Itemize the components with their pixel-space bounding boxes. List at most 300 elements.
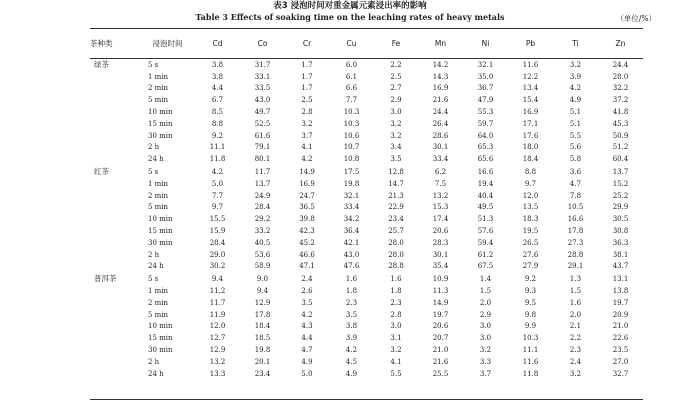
value-cell: 25.2 — [612, 191, 629, 200]
value-cell: 29.9 — [612, 203, 629, 212]
value-cell: 17.6 — [522, 131, 539, 140]
value-cell: 13.3 — [209, 369, 226, 378]
value-cell: 59.7 — [477, 119, 494, 128]
value-cell: 28.8 — [388, 262, 404, 271]
tea-type-cell — [90, 142, 140, 154]
value-cell: 9.9 — [524, 322, 537, 331]
value-cell: 9.5 — [524, 298, 537, 307]
value-cell: 52.5 — [254, 119, 271, 128]
value-cell: 5.0 — [301, 369, 313, 378]
value-cell: 36.4 — [343, 227, 360, 236]
value-cell: 9.4 — [256, 287, 269, 296]
value-cell: 42.3 — [299, 227, 315, 236]
value-cell: 3.2 — [301, 119, 313, 128]
soaking-time-cell: 5 s — [148, 60, 159, 69]
value-cell: 2.2 — [390, 60, 402, 69]
soaking-time-cell: 2 min — [148, 84, 169, 93]
table-row — [90, 225, 643, 237]
value-cell: 15.3 — [432, 203, 449, 212]
header-cell: Cu — [346, 39, 357, 48]
value-cell: 33.1 — [254, 72, 271, 81]
value-cell: 13.7 — [612, 168, 629, 177]
table-row — [90, 261, 643, 273]
leaching-rate-table — [90, 30, 643, 380]
value-cell: 5.1 — [569, 119, 582, 128]
value-cell: 36.7 — [477, 84, 494, 93]
value-cell: 1.7 — [301, 60, 313, 69]
value-cell: 65.6 — [477, 155, 494, 164]
value-cell: 30.2 — [209, 262, 226, 271]
value-cell: 14.2 — [432, 60, 449, 69]
soaking-time-cell: 24 h — [148, 369, 164, 378]
soaking-time-cell: 15 min — [148, 334, 173, 343]
value-cell: 11.7 — [254, 168, 271, 177]
value-cell: 35.4 — [432, 262, 449, 271]
table-row — [90, 237, 643, 249]
value-cell: 11.6 — [522, 357, 539, 366]
value-cell: 5.8 — [569, 155, 582, 164]
value-cell: 1.6 — [390, 275, 402, 284]
value-cell: 79.1 — [254, 143, 271, 152]
tea-type-cell — [90, 321, 140, 333]
table-row — [90, 118, 643, 130]
value-cell: 10.8 — [343, 155, 360, 164]
value-cell: 29.2 — [254, 215, 271, 224]
value-cell: 18.0 — [522, 143, 539, 152]
value-cell: 32.1 — [343, 191, 360, 200]
value-cell: 32.7 — [612, 369, 629, 378]
soaking-time-cell: 10 min — [148, 108, 173, 117]
value-cell: 4.4 — [211, 84, 224, 93]
value-cell: 2.9 — [390, 96, 402, 105]
value-cell: 32.1 — [477, 60, 494, 69]
table-row — [90, 332, 643, 344]
table-row — [90, 190, 643, 202]
value-cell: 30.5 — [612, 215, 629, 224]
table-row — [90, 309, 643, 321]
header-cell: Ti — [572, 39, 579, 48]
value-cell: 36.5 — [299, 203, 315, 212]
value-cell: 10.7 — [343, 143, 360, 152]
value-cell: 18.4 — [254, 322, 271, 331]
value-cell: 35.0 — [477, 72, 494, 81]
soaking-time-cell: 2 min — [148, 298, 169, 307]
tea-type-cell — [90, 332, 140, 344]
value-cell: 12.7 — [209, 334, 226, 343]
value-cell: 16.6 — [567, 215, 584, 224]
table-row — [90, 153, 643, 165]
value-cell: 10.3 — [343, 108, 360, 117]
soaking-time-cell: 10 min — [148, 215, 173, 224]
value-cell: 28.0 — [612, 72, 629, 81]
value-cell: 4.2 — [301, 155, 313, 164]
soaking-time-cell: 30 min — [148, 238, 173, 247]
value-cell: 7.5 — [434, 179, 447, 188]
value-cell: 4.9 — [345, 369, 358, 378]
value-cell: 6.6 — [345, 84, 358, 93]
value-cell: 12.9 — [254, 298, 271, 307]
value-cell: 12.0 — [209, 322, 226, 331]
value-cell: 8.8 — [211, 119, 224, 128]
table-row — [90, 356, 643, 368]
tea-type-cell — [90, 71, 140, 83]
value-cell: 2.1 — [569, 322, 582, 331]
value-cell: 2.5 — [390, 72, 402, 81]
value-cell: 24.4 — [432, 108, 449, 117]
value-cell: 9.2 — [524, 275, 537, 284]
value-cell: 19.7 — [432, 310, 449, 319]
value-cell: 17.4 — [432, 215, 449, 224]
value-cell: 11.3 — [432, 287, 449, 296]
value-cell: 1.6 — [569, 298, 582, 307]
soaking-time-cell: 2 h — [148, 357, 160, 366]
header-cell: Fe — [391, 39, 401, 48]
value-cell: 10.9 — [432, 275, 449, 284]
value-cell: 19.5 — [522, 227, 539, 236]
tea-type-cell — [90, 213, 140, 225]
value-cell: 47.9 — [477, 96, 494, 105]
value-cell: 28.6 — [432, 131, 449, 140]
value-cell: 4.2 — [211, 168, 224, 177]
value-cell: 31.7 — [254, 60, 271, 69]
tea-type-cell — [90, 83, 140, 95]
value-cell: 30.1 — [432, 250, 449, 259]
value-cell: 15.9 — [209, 227, 226, 236]
tea-type-cell — [90, 130, 140, 142]
value-cell: 1.7 — [301, 84, 313, 93]
table-row — [90, 106, 643, 118]
value-cell: 17.8 — [567, 227, 584, 236]
value-cell: 34.2 — [343, 215, 360, 224]
value-cell: 33.2 — [254, 227, 271, 236]
value-cell: 3.2 — [390, 131, 402, 140]
value-cell: 11.8 — [522, 369, 539, 378]
value-cell: 11.8 — [209, 155, 226, 164]
tea-type-cell — [90, 309, 140, 321]
value-cell: 16.9 — [432, 84, 449, 93]
value-cell: 10.5 — [567, 203, 584, 212]
value-cell: 28.4 — [254, 203, 271, 212]
soaking-time-cell: 5 s — [148, 168, 159, 177]
value-cell: 39.8 — [299, 215, 315, 224]
header-cell: Cr — [302, 39, 312, 48]
value-cell: 4.2 — [301, 310, 313, 319]
value-cell: 4.7 — [569, 179, 582, 188]
value-cell: 3.7 — [479, 369, 492, 378]
value-cell: 13.2 — [432, 191, 449, 200]
value-cell: 51.3 — [477, 215, 494, 224]
soaking-time-cell: 30 min — [148, 131, 173, 140]
value-cell: 13.1 — [612, 275, 629, 284]
header-cell: Mn — [434, 39, 447, 48]
value-cell: 9.0 — [256, 275, 269, 284]
value-cell: 2.4 — [301, 275, 313, 284]
value-cell: 28.0 — [388, 250, 404, 259]
value-cell: 47.1 — [299, 262, 315, 271]
value-cell: 11.7 — [209, 298, 226, 307]
value-cell: 12.9 — [209, 346, 226, 355]
value-cell: 1.8 — [345, 287, 358, 296]
value-cell: 2.2 — [569, 334, 582, 343]
soaking-time-cell: 15 min — [148, 227, 173, 236]
table-row — [90, 285, 643, 297]
value-cell: 3.6 — [569, 168, 582, 177]
value-cell: 4.4 — [301, 334, 313, 343]
value-cell: 3.7 — [301, 131, 313, 140]
value-cell: 3.0 — [390, 108, 402, 117]
soaking-time-cell: 5 s — [148, 275, 159, 284]
value-cell: 5.0 — [211, 179, 224, 188]
value-cell: 9.8 — [524, 310, 537, 319]
value-cell: 3.9 — [569, 72, 582, 81]
header-cell: 茶种类 — [90, 39, 113, 48]
value-cell: 47.6 — [343, 262, 360, 271]
value-cell: 2.5 — [301, 96, 313, 105]
value-cell: 7.8 — [569, 191, 582, 200]
value-cell: 3.2 — [390, 346, 402, 355]
value-cell: 2.7 — [390, 84, 402, 93]
value-cell: 14.7 — [388, 179, 404, 188]
table-row — [90, 178, 643, 190]
header-row — [90, 30, 643, 58]
soaking-time-cell: 24 h — [148, 155, 164, 164]
value-cell: 4.7 — [301, 346, 313, 355]
value-cell: 20.9 — [612, 310, 629, 319]
value-cell: 19.7 — [612, 298, 629, 307]
table-row — [90, 58, 643, 71]
soaking-time-cell: 24 h — [148, 262, 164, 271]
value-cell: 4.2 — [345, 346, 358, 355]
value-cell: 33.5 — [254, 84, 271, 93]
tea-type-cell — [90, 190, 140, 202]
unit-label: （单位/%） — [616, 14, 656, 23]
table-body — [90, 58, 643, 380]
value-cell: 20.7 — [432, 334, 449, 343]
value-cell: 49.7 — [254, 108, 271, 117]
tea-type-cell — [90, 297, 140, 309]
value-cell: 28.3 — [432, 238, 449, 247]
value-cell: 5.6 — [569, 143, 582, 152]
value-cell: 7.7 — [211, 191, 224, 200]
value-cell: 9.7 — [524, 179, 537, 188]
value-cell: 2.4 — [569, 357, 582, 366]
value-cell: 10.3 — [343, 119, 360, 128]
value-cell: 3.4 — [390, 143, 402, 152]
value-cell: 38.1 — [612, 250, 629, 259]
soaking-time-cell: 5 min — [148, 310, 169, 319]
value-cell: 2.0 — [569, 310, 582, 319]
value-cell: 4.5 — [345, 357, 358, 366]
value-cell: 2.9 — [479, 310, 492, 319]
soaking-time-cell: 30 min — [148, 346, 173, 355]
value-cell: 19.8 — [343, 179, 360, 188]
value-cell: 13.5 — [522, 203, 539, 212]
tea-type-cell — [90, 344, 140, 356]
value-cell: 4.1 — [301, 143, 313, 152]
tea-type-cell — [90, 118, 140, 130]
value-cell: 10.6 — [343, 131, 360, 140]
soaking-time-cell: 15 min — [148, 119, 173, 128]
tea-type-cell — [90, 237, 140, 249]
value-cell: 8.5 — [211, 108, 224, 117]
table-row — [90, 272, 643, 285]
value-cell: 9.3 — [524, 287, 537, 296]
value-cell: 27.6 — [522, 250, 539, 259]
value-cell: 17.8 — [254, 310, 271, 319]
value-cell: 5.5 — [390, 369, 402, 378]
value-cell: 4.9 — [301, 357, 313, 366]
table-row — [90, 297, 643, 309]
value-cell: 23.4 — [254, 369, 271, 378]
tea-type-cell: 普洱茶 — [94, 274, 117, 284]
tea-type-cell — [90, 225, 140, 237]
value-cell: 5.1 — [569, 108, 582, 117]
value-cell: 27.9 — [522, 262, 539, 271]
soaking-time-cell: 10 min — [148, 322, 173, 331]
value-cell: 33.4 — [343, 203, 360, 212]
value-cell: 15.5 — [209, 215, 226, 224]
value-cell: 20.6 — [432, 227, 449, 236]
value-cell: 58.9 — [254, 262, 271, 271]
value-cell: 29.1 — [567, 262, 584, 271]
value-cell: 1.6 — [345, 275, 358, 284]
value-cell: 25.7 — [388, 227, 404, 236]
value-cell: 2.6 — [301, 287, 313, 296]
tea-type-cell — [90, 356, 140, 368]
value-cell: 18.3 — [522, 215, 539, 224]
value-cell: 60.4 — [612, 155, 629, 164]
value-cell: 15.4 — [522, 96, 539, 105]
value-cell: 2.3 — [569, 346, 582, 355]
value-cell: 23.4 — [388, 215, 404, 224]
value-cell: 1.3 — [569, 275, 582, 284]
value-cell: 27.3 — [567, 238, 584, 247]
tea-type-cell — [90, 368, 140, 380]
header-cell: Co — [257, 39, 268, 48]
value-cell: 3.2 — [569, 60, 582, 69]
table-row — [90, 94, 643, 106]
value-cell: 41.8 — [612, 108, 629, 117]
table-row — [90, 71, 643, 83]
header-cell: Zn — [615, 39, 626, 48]
value-cell: 2.8 — [390, 310, 402, 319]
value-cell: 65.3 — [477, 143, 494, 152]
value-cell: 3.9 — [345, 334, 358, 343]
value-cell: 25.5 — [432, 369, 449, 378]
value-cell: 37.2 — [612, 96, 629, 105]
value-cell: 28.8 — [567, 250, 584, 259]
value-cell: 53.6 — [254, 250, 271, 259]
table-row — [90, 202, 643, 214]
table-row — [90, 142, 643, 154]
tea-type-cell — [90, 261, 140, 273]
header-cell: Ni — [481, 39, 490, 48]
value-cell: 26.5 — [522, 238, 539, 247]
value-cell: 5.5 — [569, 131, 582, 140]
value-cell: 2.3 — [345, 298, 358, 307]
value-cell: 3.0 — [390, 322, 402, 331]
value-cell: 3.8 — [345, 322, 358, 331]
table-row — [90, 249, 643, 261]
value-cell: 28.4 — [209, 238, 226, 247]
tea-type-cell — [90, 249, 140, 261]
table-row — [90, 130, 643, 142]
value-cell: 3.1 — [390, 334, 402, 343]
value-cell: 19.8 — [254, 346, 271, 355]
value-cell: 15.2 — [612, 179, 629, 188]
soaking-time-cell: 2 h — [148, 143, 160, 152]
value-cell: 2.0 — [479, 298, 492, 307]
value-cell: 8.8 — [524, 168, 537, 177]
value-cell: 6.1 — [345, 72, 358, 81]
table-row — [90, 165, 643, 178]
value-cell: 21.0 — [432, 346, 449, 355]
value-cell: 12.8 — [388, 168, 404, 177]
tea-type-cell: 绿茶 — [94, 59, 109, 69]
value-cell: 3.2 — [390, 119, 402, 128]
value-cell: 16.6 — [477, 168, 494, 177]
value-cell: 40.5 — [254, 238, 271, 247]
value-cell: 6.2 — [434, 168, 447, 177]
value-cell: 9.2 — [211, 131, 224, 140]
value-cell: 3.5 — [390, 155, 402, 164]
value-cell: 33.4 — [432, 155, 449, 164]
value-cell: 23.5 — [612, 346, 629, 355]
value-cell: 43.0 — [254, 96, 271, 105]
soaking-time-cell: 2 min — [148, 191, 169, 200]
value-cell: 20.6 — [432, 322, 449, 331]
value-cell: 27.0 — [612, 357, 629, 366]
value-cell: 12.0 — [522, 191, 539, 200]
value-cell: 57.6 — [477, 227, 494, 236]
value-cell: 61.6 — [254, 131, 271, 140]
value-cell: 24.4 — [612, 60, 629, 69]
table-row — [90, 368, 643, 380]
value-cell: 3.0 — [479, 322, 492, 331]
value-cell: 30.1 — [432, 143, 449, 152]
table-row — [90, 344, 643, 356]
value-cell: 61.2 — [477, 250, 494, 259]
tea-type-cell — [90, 202, 140, 214]
value-cell: 3.5 — [345, 310, 358, 319]
value-cell: 24.9 — [254, 191, 271, 200]
value-cell: 1.5 — [479, 287, 492, 296]
value-cell: 11.6 — [522, 60, 539, 69]
value-cell: 16.9 — [299, 179, 315, 188]
value-cell: 13.7 — [254, 179, 271, 188]
value-cell: 9.7 — [211, 203, 224, 212]
table-title-chinese: 表3 浸泡时间对重金属元素浸出率的影响 — [273, 1, 427, 11]
header-cell: 浸泡时间 — [152, 39, 183, 48]
value-cell: 24.7 — [299, 191, 315, 200]
value-cell: 6.0 — [345, 60, 358, 69]
value-cell: 2.3 — [390, 298, 402, 307]
soaking-time-cell: 1 min — [148, 72, 169, 81]
value-cell: 14.9 — [432, 298, 449, 307]
value-cell: 49.5 — [477, 203, 494, 212]
value-cell: 32.2 — [612, 84, 629, 93]
value-cell: 3.8 — [211, 72, 224, 81]
value-cell: 30.8 — [612, 227, 629, 236]
tea-type-cell — [90, 94, 140, 106]
value-cell: 21.3 — [388, 191, 404, 200]
value-cell: 3.2 — [479, 346, 492, 355]
value-cell: 1.5 — [569, 287, 582, 296]
table-row — [90, 321, 643, 333]
value-cell: 11.9 — [209, 310, 226, 319]
value-cell: 17.1 — [522, 119, 539, 128]
value-cell: 10.3 — [522, 334, 539, 343]
